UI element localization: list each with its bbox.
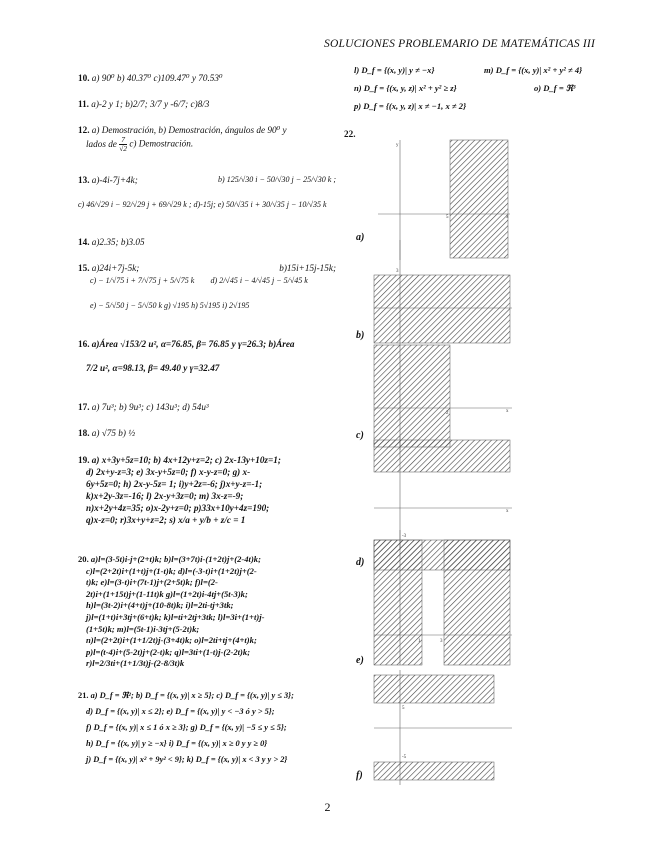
answer-line: a) D_f = ℜ²; b) D_f = {(x, y)| x ≥ 5}; c) D_f = {(x, y)| y ≤ 3}; bbox=[90, 691, 294, 700]
problem-15 bbox=[78, 262, 336, 312]
tick-label: 3 bbox=[396, 269, 399, 274]
problem-number: 11. bbox=[78, 99, 89, 109]
answer-line: p)l=(t-4)i+(5-2t)j+(2-t)k; q)l=3ti+(1-t)j-(2-2t)k; bbox=[86, 646, 251, 657]
answer-line: j)l=(1+t)i+3tj+(6+t)k; k)l=ti+2tj+3tk; l)l=3i+(1+t)j- bbox=[86, 611, 265, 622]
plot-f bbox=[374, 670, 512, 785]
problem-21 bbox=[78, 688, 336, 768]
problem-14 bbox=[78, 236, 336, 248]
answer-21l: l) D_f = {(x, y)| y ≠ −x} bbox=[354, 65, 435, 75]
axis-label-y: y bbox=[396, 143, 399, 148]
tick-label: -3 bbox=[402, 534, 407, 539]
problem-number: 18. bbox=[78, 428, 90, 438]
answer-line: r)l=2/3ti+(1+1/3t)j-(2-8/3t)k bbox=[86, 658, 185, 669]
answer-text: a)-2 y 1; b)2/7; 3/7 y -6/7; c)8/3 bbox=[91, 99, 210, 109]
answer-text: 7/2 u², α=98.13, β= 49.40 y γ=32.47 bbox=[86, 363, 220, 373]
problem-12 bbox=[78, 124, 336, 153]
problem-number: 12. bbox=[78, 125, 90, 135]
answer-line: n)l=(2+2t)i+(1+1/2t)j-(3+4t)k; o)l=2ti+tj+(4+t)k; bbox=[86, 635, 257, 646]
answer-text: c) − 1/√75 i + 7/√75 j + 5/√75 k bbox=[90, 276, 195, 285]
answer-21p: p) D_f = {(x, y, z)| x ≠ −1, x ≠ 2} bbox=[354, 101, 467, 111]
plot-label-a: a) bbox=[356, 232, 365, 243]
answer-line: h)l=(3t-2)i+(4+t)j+(10-8t)k; i)l=2ti-tj+3tk; bbox=[86, 600, 234, 611]
problem-11 bbox=[78, 98, 336, 110]
answer-text: b) 125/√30 i − 50/√30 j − 25/√30 k ; bbox=[218, 175, 336, 184]
answer-text: e) − 5/√50 j − 5/√50 k g) √195 h) 5√195 i) 2√195 bbox=[90, 301, 250, 310]
answer-21n: n) D_f = {(x, y, z)| x² + y² ≥ z} bbox=[354, 83, 457, 93]
problem-13 bbox=[78, 174, 336, 211]
answer-text: a) 7u³; b) 9u³; c) 143u³; d) 54u³ bbox=[91, 402, 209, 412]
plot-label-c: c) bbox=[356, 430, 364, 441]
answer-line: d) D_f = {(x, y)| x ≤ 2}; e) D_f = {(x, y)| y < −3 ó y > 5}; bbox=[86, 707, 275, 716]
domain-plots bbox=[360, 130, 520, 790]
problem-20 bbox=[78, 554, 336, 670]
problem-18 bbox=[78, 427, 336, 439]
problem-number: 17. bbox=[78, 402, 90, 412]
axis-label-x: x bbox=[506, 509, 509, 514]
answer-line: k)x+2y-3z=-16; l) 2x-y+3z=0; m) 3x-z=-9; bbox=[86, 491, 244, 501]
plot-label-e: e) bbox=[356, 655, 364, 666]
tick-label: 2 bbox=[446, 411, 449, 416]
problem-16 bbox=[78, 338, 336, 374]
problem-number: 16. bbox=[78, 339, 90, 349]
answer-line: h) D_f = {(x, y)| y ≥ −x} i) D_f = {(x, y)| x ≥ 0 y y ≥ 0} bbox=[86, 739, 268, 748]
problem-number: 15. bbox=[78, 263, 90, 273]
tick-label: 1 bbox=[418, 639, 421, 644]
answer-line: d) 2x+y-z=3; e) 3x-y+5z=0; f) x-y-z=0; g) x- bbox=[86, 467, 251, 477]
answer-line: a)l=(3-5t)i-j+(2+t)k; b)l=(3+7t)i-(1+2t)j+(2-4t)k; bbox=[90, 554, 261, 564]
answer-text: a)Área √153/2 u², α=76.85, β= 76.85 y γ=26.3; b)Área bbox=[91, 339, 295, 349]
answer-text: a)2.35; b)3.05 bbox=[91, 237, 145, 247]
answer-text: a) 90⁰ b) 40.37⁰ c)109.47⁰ y 70.53⁰ bbox=[91, 73, 223, 83]
axis-label-x: x bbox=[506, 215, 509, 220]
answer-line: t)k; e)l=(3-t)i+(7t-1)j+(2+5t)k; f)l=(2- bbox=[86, 577, 218, 588]
answer-line: c)l=(2+2t)i+(1+t)j+(1-t)k; d)l=(-3-t)i+(1+2t)j+(2- bbox=[86, 565, 257, 576]
answer-21m: m) D_f = {(x, y)| x² + y² ≠ 4} bbox=[484, 65, 583, 75]
problem-number: 21. bbox=[78, 691, 89, 700]
answer-line: 2t)i+(1+15t)j+(1-11t)k g)l=(1+2t)i-4tj+(5t-3)k; bbox=[86, 588, 248, 599]
problem-10 bbox=[78, 72, 336, 84]
fraction: $\frac{7}{√2}$ bbox=[119, 135, 128, 153]
answer-line: q)x-z=0; r)3x+y+z=2; s) x/a + y/b + z/c = 1 bbox=[86, 515, 246, 525]
tick-label: 5 bbox=[446, 215, 449, 220]
plot-label-d: d) bbox=[356, 557, 365, 568]
answer-text: c) 46/√29 i − 92/√29 j + 69/√29 k ; d)-15j; e) 50/√35 i + 30/√35 j − 10/√35 k bbox=[78, 200, 327, 209]
problem-17 bbox=[78, 401, 336, 413]
answer-text: lados de bbox=[86, 138, 117, 149]
answer-line: 6y+5z=0; h) 2x-y-5z= 1; i)y+2z=-6; j)x+y-z=-1; bbox=[86, 479, 263, 489]
plot-c bbox=[374, 345, 512, 450]
page-number: 2 bbox=[324, 800, 331, 814]
answer-text: d) 2/√45 i − 4/√45 j − 5/√45 k bbox=[210, 276, 308, 285]
tick-label: 3 bbox=[440, 639, 443, 644]
answer-text: a)-4i-7j+4k; bbox=[91, 175, 138, 185]
answer-text: a) √75 b) ½ bbox=[91, 428, 136, 438]
answer-21o: o) D_f = ℜ³ bbox=[534, 83, 576, 93]
problem-number: 22. bbox=[344, 129, 356, 139]
problem-number: 10. bbox=[78, 73, 90, 83]
answer-line: j) D_f = {(x, y)| x² + 9y² < 9}; k) D_f = {(x, y)| x < 3 y y > 2} bbox=[86, 755, 288, 764]
problem-number: 14. bbox=[78, 237, 90, 247]
answer-line: a) x+3y+5z=10; b) 4x+12y+z=2; c) 2x-13y+10z=1; bbox=[91, 455, 281, 465]
answer-text: a) Demostración, b) Demostración, ángulos de 90⁰ y bbox=[91, 125, 287, 135]
problem-number: 20. bbox=[78, 554, 89, 564]
plot-a bbox=[378, 140, 510, 260]
problem-19 bbox=[78, 454, 336, 526]
answer-text: a)24i+7j-5k; bbox=[91, 263, 140, 273]
plot-label-b: b) bbox=[356, 330, 365, 341]
problem-number: 13. bbox=[78, 175, 90, 185]
page-header: SOLUCIONES PROBLEMARIO DE MATEMÁTICAS III bbox=[324, 38, 595, 50]
axis-label-x: x bbox=[506, 409, 509, 414]
problem-number: 19. bbox=[78, 455, 90, 465]
answer-line: (1+5t)k; m)l=(5t-1)i-3tj+(5-2t)k; bbox=[86, 623, 200, 634]
answer-text: b)15i+15j-15k; bbox=[279, 263, 336, 273]
answer-line: f) D_f = {(x, y)| x ≤ 1 ó x ≥ 3}; g) D_f = {(x, y)| −5 ≤ y ≤ 5}; bbox=[86, 723, 287, 732]
tick-label: 5 bbox=[402, 706, 405, 711]
plot-label-f: f) bbox=[356, 770, 363, 781]
answer-line: n)x+2y+4z=35; o)x-2y+z=0; p)33x+10y+4z=190; bbox=[86, 503, 270, 513]
answer-text: c) Demostración. bbox=[129, 138, 194, 149]
tick-label: -5 bbox=[402, 755, 407, 760]
